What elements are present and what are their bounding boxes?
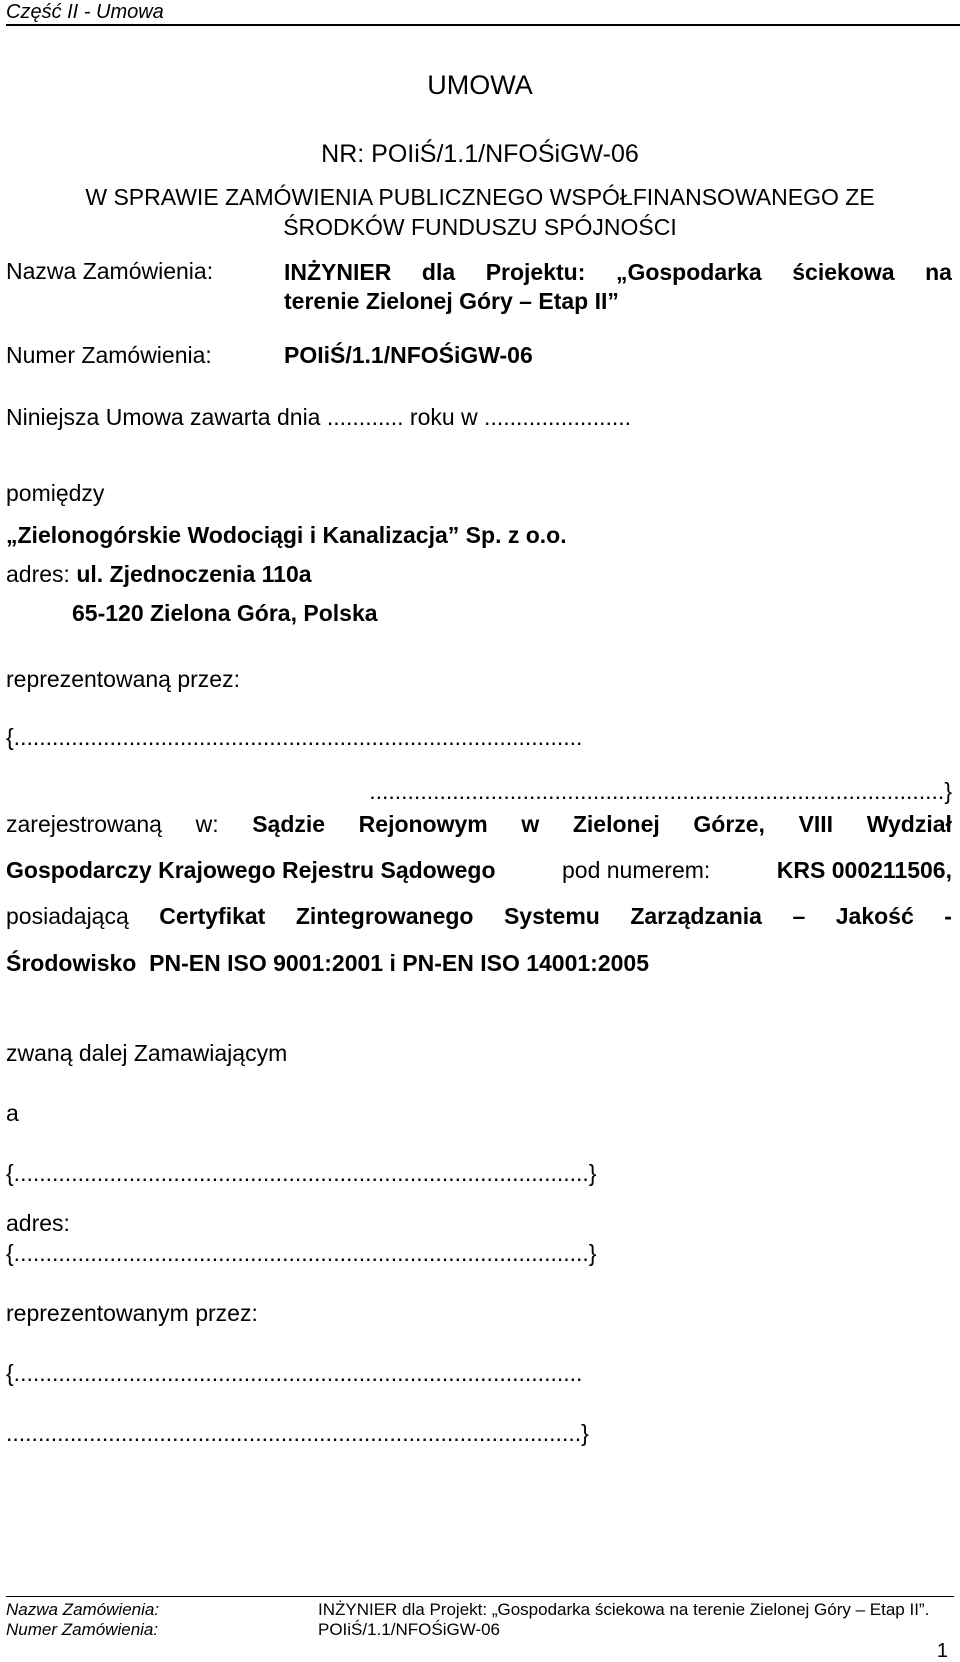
page-footer — [0, 1594, 960, 1662]
contractor-address-label: adres: — [6, 1210, 70, 1236]
employer-address — [6, 561, 312, 587]
contract-number: NR: POIiŚ/1.1/NFOŚiGW-06 — [321, 140, 639, 168]
contractor-name-line: {..........................................................................................} — [6, 1160, 597, 1186]
registration-line-4: Środowisko PN-EN ISO 9001:2001 i PN-EN ISO 14001:2005 — [6, 950, 650, 976]
contractor-represented-label: reprezentowanym przez: — [6, 1300, 258, 1326]
order-number-value: POIiŚ/1.1/NFOŚiGW-06 — [284, 342, 533, 368]
employer-address-line-2: 65-120 Zielona Góra, Polska — [72, 600, 378, 626]
registration-line-2: Gospodarczy Krajowego Rejestru Sądowego pod numerem: KRS 000211506, — [6, 857, 952, 883]
employer-name: „Zielonogórskie Wodociągi i Kanalizacja” Sp. z o.o. — [6, 522, 567, 548]
hereinafter-employer: zwaną dalej Zamawiającym — [6, 1040, 288, 1066]
employer-rep-line-2: ..........................................................................................} — [369, 778, 952, 804]
between-text: pomiędzy — [6, 480, 105, 506]
footer-name-label: Nazwa Zamówienia: — [6, 1600, 160, 1619]
page-header — [0, 0, 960, 26]
employer-rep-line-1: {......................................................................................... — [6, 724, 583, 750]
concluded-text: Niniejsza Umowa zawarta dnia ............ roku w ....................... — [6, 404, 632, 430]
subtitle-line-1: W SPRAWIE ZAMÓWIENIA PUBLICZNEGO WSPÓŁFINANSOWANEGO ZE — [85, 184, 875, 210]
order-name-line-1: INŻYNIER dla Projektu: „Gospodarka ściekowa na — [284, 259, 952, 285]
registration-line-1: zarejestrowaną w: Sądzie Rejonowym w Zielonej Górze, VIII Wydział — [6, 811, 952, 837]
employer-address-line-1: ul. Zjednoczenia 110a — [76, 561, 312, 587]
contractor-rep-line-1: {......................................................................................... — [6, 1360, 583, 1386]
page-number: 1 — [936, 1640, 948, 1662]
footer-name-value: INŻYNIER dla Projekt: „Gospodarka ściekowa na terenie Zielonej Góry – Etap II”. — [318, 1600, 930, 1619]
employer-address-label: adres: — [6, 561, 70, 587]
order-name-label: Nazwa Zamówienia: — [6, 258, 214, 284]
and-text: a — [6, 1100, 19, 1126]
footer-number-value: POIiŚ/1.1/NFOŚiGW-06 — [318, 1620, 501, 1639]
footer-number-label: Numer Zamówienia: — [6, 1620, 159, 1639]
employer-represented-label: reprezentowaną przez: — [6, 666, 240, 692]
order-number-label: Numer Zamówienia: — [6, 342, 212, 368]
order-name-line-2: terenie Zielonej Góry – Etap II” — [284, 288, 619, 314]
registration-line-3: posiadającą Certyfikat Zintegrowanego Systemu Zarządzania – Jakość - — [6, 903, 952, 929]
footer-divider — [6, 1596, 954, 1597]
section-title: Część II - Umowa — [6, 1, 164, 23]
contractor-address-line: {..........................................................................................} — [6, 1240, 597, 1266]
subtitle-line-2: ŚRODKÓW FUNDUSZU SPÓJNOŚCI — [283, 214, 677, 240]
document-title: UMOWA — [427, 70, 533, 100]
contractor-rep-line-2: ..........................................................................................} — [6, 1420, 589, 1446]
header-divider — [6, 24, 960, 26]
